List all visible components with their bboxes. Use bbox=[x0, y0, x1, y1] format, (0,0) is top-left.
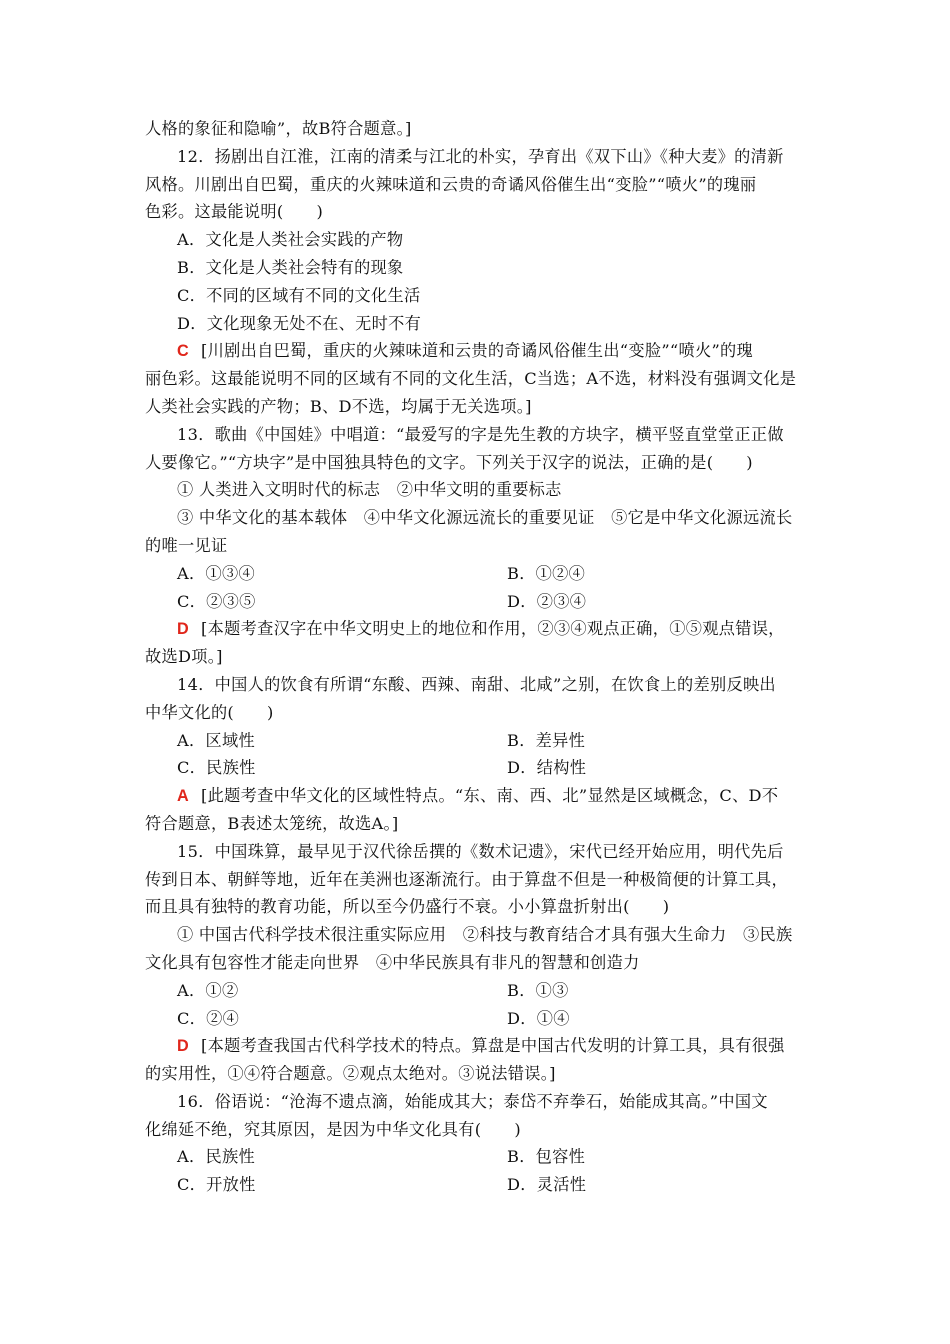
text-line bbox=[145, 476, 810, 504]
line-text: 12．扬剧出自江淮，江南的清柔与江北的朴实，孕育出《双下山》《种大麦》的清新 bbox=[177, 146, 784, 166]
option-row bbox=[145, 1005, 810, 1033]
option-item: B．①③ bbox=[507, 980, 569, 1000]
text-line bbox=[145, 282, 810, 310]
line-text: 化绵延不绝，究其原因，是因为中华文化具有( ) bbox=[145, 1119, 521, 1139]
text-line bbox=[145, 393, 810, 421]
text-line bbox=[145, 893, 810, 921]
line-text: ① 中国古代科学技术很注重实际应用 ②科技与教育结合才具有强大生命力 ③民族 bbox=[177, 925, 793, 945]
option-item: A．区域性 bbox=[177, 730, 255, 750]
text-line bbox=[145, 171, 810, 199]
option-item: B．差异性 bbox=[507, 730, 586, 750]
text-line bbox=[145, 421, 810, 449]
line-text: 16．俗语说：“沧海不遗点滴，始能成其大；泰岱不弃拳石，始能成其高。”中国文 bbox=[177, 1091, 768, 1111]
option-item: C．开放性 bbox=[177, 1175, 256, 1195]
text-line bbox=[145, 643, 810, 671]
line-text: 人类社会实践的产物；B、D不选，均属于无关选项。] bbox=[145, 396, 532, 416]
answer-explanation-line bbox=[145, 337, 810, 365]
line-text: 的实用性，①④符合题意。②观点太绝对。③说法错误。] bbox=[145, 1064, 556, 1084]
line-text: [本题考查汉字在中华文明史上的地位和作用，②③④观点正确，①⑤观点错误， bbox=[201, 619, 785, 639]
line-text: 符合题意，B表述太笼统，故选A。] bbox=[145, 813, 399, 833]
line-text: [此题考查中华文化的区域性特点。“东、南、西、北”显然是区域概念，C、D不 bbox=[201, 786, 779, 806]
line-text: [川剧出自巴蜀，重庆的火辣味道和云贵的奇谲风俗催生出“变脸”“喷火”的瑰 bbox=[201, 341, 754, 361]
line-text: [本题考查我国古代科学技术的特点。算盘是中国古代发明的计算工具，具有很强 bbox=[201, 1036, 785, 1056]
answer-letter: C bbox=[177, 342, 189, 361]
text-line bbox=[145, 1060, 810, 1088]
line-text: 文化具有包容性才能走向世界 ④中华民族具有非凡的智慧和创造力 bbox=[145, 952, 640, 972]
text-line bbox=[145, 810, 810, 838]
line-text: D．文化现象无处不在、无时不有 bbox=[177, 313, 422, 333]
option-item: B．包容性 bbox=[507, 1147, 586, 1167]
option-row bbox=[145, 727, 810, 755]
line-text: 人要像它。”“方块字”是中国独具特色的文字。下列关于汉字的说法，正确的是( ) bbox=[145, 452, 753, 472]
text-line bbox=[145, 1116, 810, 1144]
option-row bbox=[145, 1171, 810, 1199]
line-text: 故选D项。] bbox=[145, 647, 223, 667]
option-row bbox=[145, 1143, 810, 1171]
option-row bbox=[145, 560, 810, 588]
line-text: 传到日本、朝鲜等地，近年在美洲也逐渐流行。由于算盘不但是一种极简便的计算工具， bbox=[145, 869, 789, 889]
text-line bbox=[145, 143, 810, 171]
option-item: B．①②④ bbox=[507, 563, 586, 583]
line-text: B．文化是人类社会特有的现象 bbox=[177, 257, 404, 277]
text-line bbox=[145, 1088, 810, 1116]
line-text: 而且具有独特的教育功能，所以至今仍盛行不衰。小小算盘折射出( ) bbox=[145, 897, 670, 917]
text-line bbox=[145, 949, 810, 977]
line-text: 15．中国珠算，最早见于汉代徐岳撰的《数术记遗》，宋代已经开始应用，明代先后 bbox=[177, 841, 784, 861]
text-line bbox=[145, 699, 810, 727]
line-text: 中华文化的( ) bbox=[145, 702, 274, 722]
answer-explanation-line bbox=[145, 782, 810, 810]
option-item: C．②③⑤ bbox=[177, 591, 256, 611]
option-row bbox=[145, 754, 810, 782]
line-text: 的唯一见证 bbox=[145, 535, 228, 555]
line-text: 14．中国人的饮食有所谓“东酸、西辣、南甜、北咸”之别，在饮食上的差别反映出 bbox=[177, 674, 776, 694]
answer-explanation-line bbox=[145, 615, 810, 643]
option-item: D．②③④ bbox=[507, 591, 587, 611]
line-text: 风格。川剧出自巴蜀，重庆的火辣味道和云贵的奇谲风俗催生出“变脸”“喷火”的瑰丽 bbox=[145, 174, 757, 194]
text-line bbox=[145, 365, 810, 393]
answer-letter: D bbox=[177, 1037, 189, 1056]
option-item: A．民族性 bbox=[177, 1147, 255, 1167]
line-text: C．不同的区域有不同的文化生活 bbox=[177, 285, 421, 305]
text-line bbox=[145, 921, 810, 949]
option-item: D．结构性 bbox=[507, 758, 587, 778]
line-text: ③ 中华文化的基本载体 ④中华文化源远流长的重要见证 ⑤它是中华文化源远流长 bbox=[177, 508, 793, 528]
line-text: ① 人类进入文明时代的标志 ②中华文明的重要标志 bbox=[177, 480, 562, 500]
text-line bbox=[145, 866, 810, 894]
line-text: 色彩。这最能说明( ) bbox=[145, 202, 324, 222]
text-line bbox=[145, 226, 810, 254]
text-line bbox=[145, 838, 810, 866]
option-item: D．①④ bbox=[507, 1008, 570, 1028]
text-line bbox=[145, 115, 810, 143]
option-row bbox=[145, 588, 810, 616]
text-line bbox=[145, 532, 810, 560]
option-item: A．①② bbox=[177, 980, 239, 1000]
line-text: 丽色彩。这最能说明不同的区域有不同的文化生活，C当选；A不选，材料没有强调文化是 bbox=[145, 369, 797, 389]
text-line bbox=[145, 449, 810, 477]
text-line bbox=[145, 254, 810, 282]
document-page bbox=[145, 115, 810, 1199]
answer-explanation-line bbox=[145, 1032, 810, 1060]
option-item: D．灵活性 bbox=[507, 1175, 587, 1195]
option-row bbox=[145, 977, 810, 1005]
text-line bbox=[145, 504, 810, 532]
line-text: A．文化是人类社会实践的产物 bbox=[177, 230, 404, 250]
option-item: C．②④ bbox=[177, 1008, 240, 1028]
line-text: 人格的象征和隐喻”，故B符合题意。] bbox=[145, 119, 412, 138]
text-line bbox=[145, 671, 810, 699]
answer-letter: D bbox=[177, 620, 189, 639]
answer-letter: A bbox=[177, 787, 189, 806]
line-text: 13．歌曲《中国娃》中唱道：“最爱写的字是先生教的方块字，横平竖直堂堂正正做 bbox=[177, 424, 784, 444]
text-line bbox=[145, 310, 810, 338]
text-line bbox=[145, 198, 810, 226]
option-item: C．民族性 bbox=[177, 758, 256, 778]
option-item: A．①③④ bbox=[177, 563, 255, 583]
